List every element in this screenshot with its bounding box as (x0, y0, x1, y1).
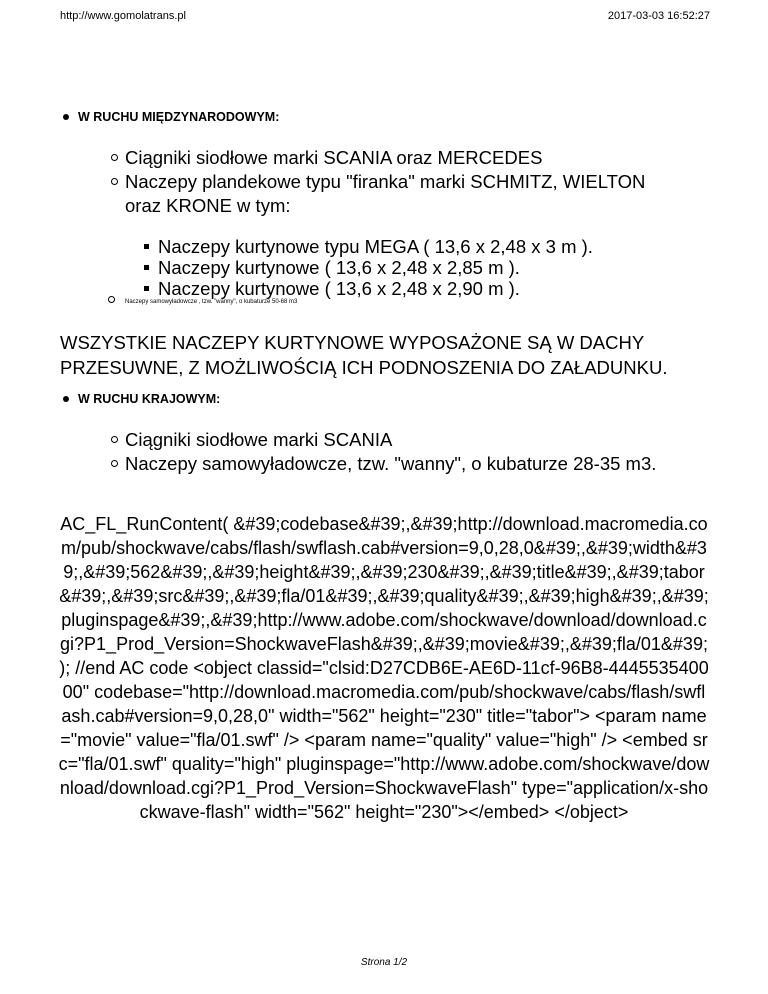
embedded-code-text: AC_FL_RunContent( &#39;codebase&#39;,&#39;http://download.macromedia.com/pub/shockwave/cabs/flash/swflash.cab#version=9,0,28,0&#39;,&#39;width&#39;,&#39;562&#39;,&#39;height&#39;,&#39;230&#39;,&#39;title&#39;,&#39;tabor&#39;,&#39;src&#39;,&#39;fla/01&#39;,&#39;quality&#39;,&#39;high&#39;,&#39;pluginspage&#39;,&#39;http://www.adobe.com/shockwave/download/download.cgi?P1_Prod_Version=ShockwaveFlash&#39;,&#39;movie&#39;,&#39;fla/01&#39; ); //end AC code <object classid="clsid:D27CDB6E-AE6D-11cf-96B8-444553540000" codebase="http://download.macromedia.com/pub/shockwave/cabs/flash/swflash.cab#version=9,0,28,0" width="562" height="230" title="tabor"> <param name="movie" value="fla/01.swf" /> <param name="quality" value="high" /> <embed src="fla/01.swf" quality="high" pluginspage="http://www.adobe.com/shockwave/download/download.cgi?P1_Prod_Version=ShockwaveFlash" type="application/x-shockwave-flash" width="562" height="230"></embed> </object> (58, 514, 710, 822)
circle-bullet-icon (111, 178, 118, 185)
sublist-item-text: Naczepy kurtynowe ( 13,6 x 2,48 x 2,85 m ). (158, 257, 520, 278)
list-item-text: Ciągniki siodłowe marki SCANIA (125, 429, 393, 450)
list-item-text: Naczepy plandekowe typu "firanka" marki SCHMITZ, WIELTON (125, 171, 646, 192)
circle-bullet-icon (111, 154, 118, 161)
section-title-text: W RUCHU KRAJOWYM: (78, 392, 221, 406)
section-title-international (78, 110, 279, 124)
list-item (125, 452, 656, 476)
section-title-domestic (78, 392, 220, 406)
circle-bullet-icon (111, 460, 118, 467)
square-bullet-icon (144, 244, 149, 249)
roof-notice-line: WSZYSTKIE NACZEPY KURTYNOWE WYPOSAŻONE SĄ W DACHY (60, 332, 645, 353)
roof-notice (60, 330, 720, 380)
list-item-continuation (125, 194, 291, 218)
bullet-icon (63, 114, 69, 120)
sublist-item (158, 277, 520, 301)
tiny-list-item-text: Naczepy samowyładowcze , tzw. "wanny", o kubaturze 50-68 m3 (125, 299, 298, 305)
list-item-text: oraz KRONE w tym: (125, 195, 291, 216)
print-timestamp: 2017-03-03 16:52:27 (607, 10, 710, 22)
list-item-text: Naczepy samowyładowcze, tzw. "wanny", o kubaturze 28-35 m3. (125, 453, 657, 474)
bullet-icon (63, 396, 69, 402)
circle-bullet-icon (108, 296, 115, 303)
list-item (125, 428, 392, 452)
section-title-text: W RUCHU MIĘDZYNARODOWYM: (78, 110, 280, 124)
sublist-item-text: Naczepy kurtynowe typu MEGA ( 13,6 x 2,48 x 3 m ). (158, 236, 593, 257)
page-url: http://www.gomolatrans.pl (60, 10, 186, 22)
circle-bullet-icon (111, 436, 118, 443)
square-bullet-icon (144, 286, 149, 291)
page-number: Strona 1/2 (360, 957, 408, 968)
roof-notice-line: PRZESUWNE, Z MOŻLIWOŚCIĄ ICH PODNOSZENIA DO ZAŁADUNKU. (60, 357, 668, 378)
list-item (125, 170, 645, 194)
list-item (125, 146, 542, 170)
sublist-item-text: Naczepy kurtynowe ( 13,6 x 2,48 x 2,90 m ). (158, 278, 520, 299)
list-item-text: Ciągniki siodłowe marki SCANIA oraz MERCEDES (125, 147, 543, 168)
square-bullet-icon (144, 265, 149, 270)
tiny-list-item (125, 299, 297, 305)
